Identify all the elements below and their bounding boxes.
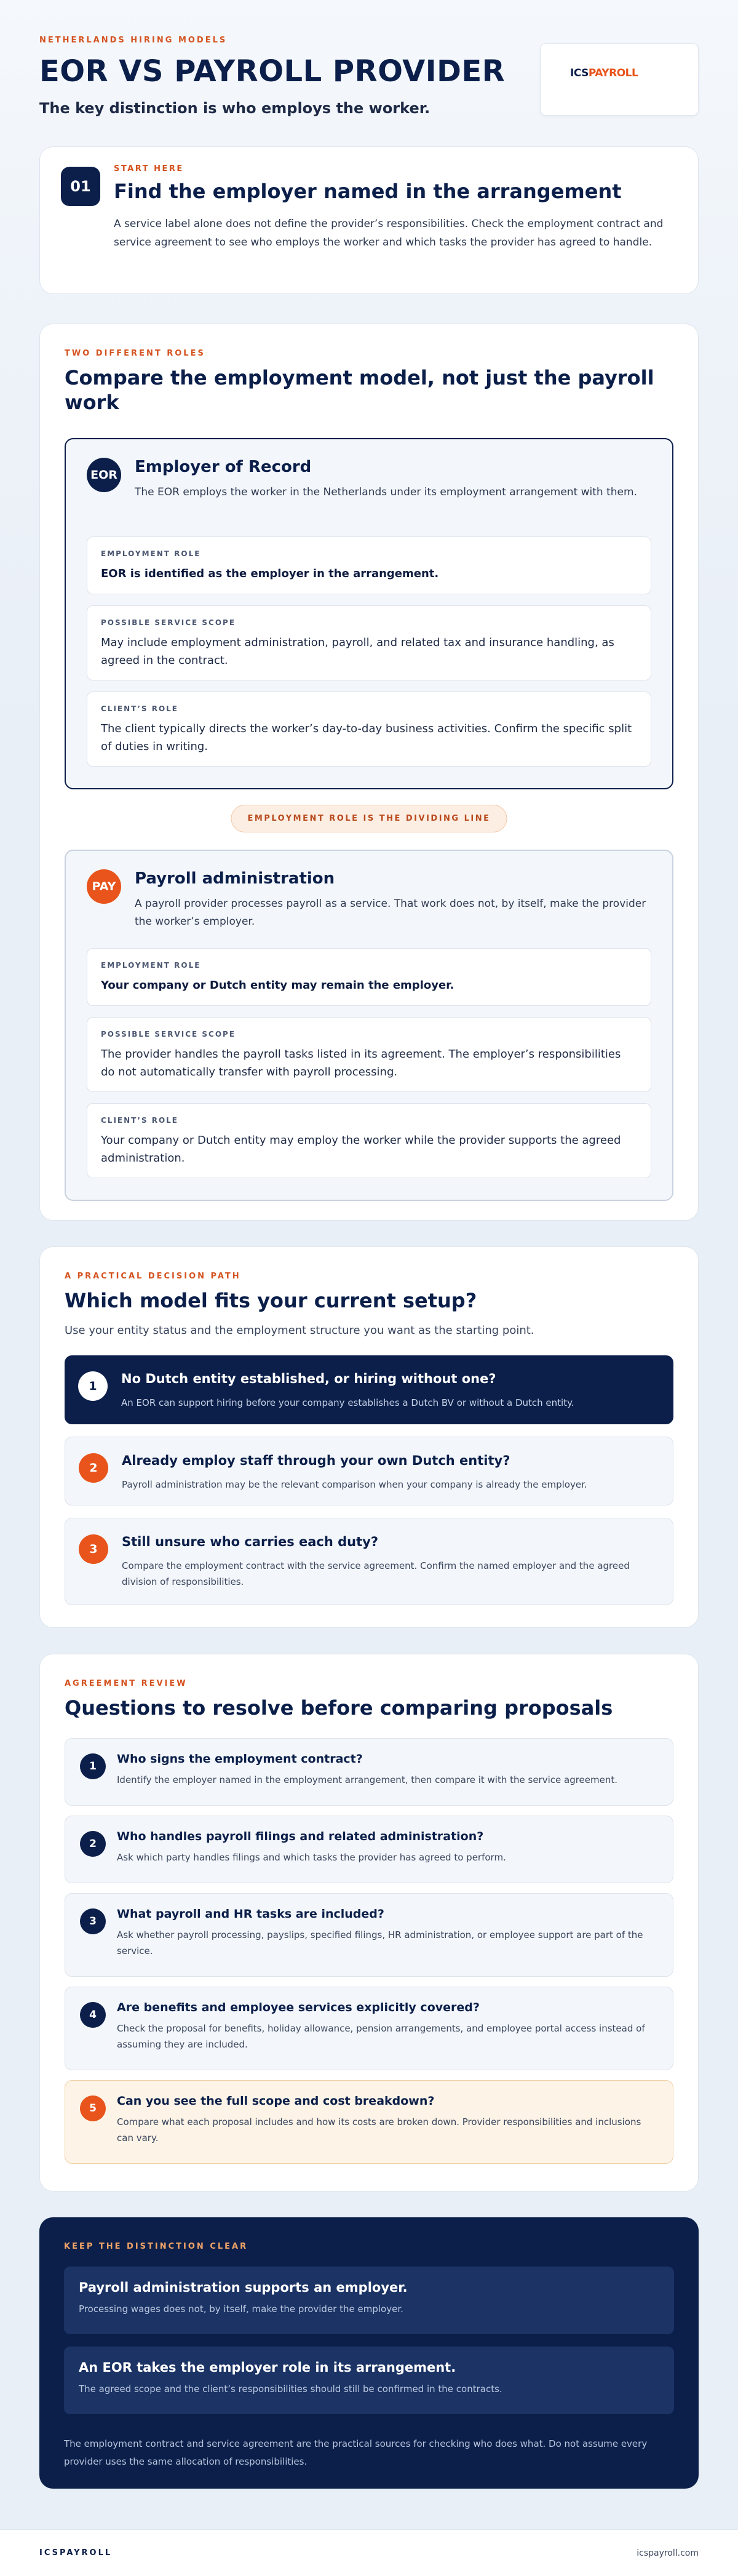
footer-brand: ICSPAYROLL bbox=[39, 2548, 113, 2558]
payroll-role-scope: POSSIBLE SERVICE SCOPE The provider handles the payroll tasks listed in its agreement. The employer’s responsibilities do not automatically transfer with payroll processing. bbox=[87, 1017, 651, 1092]
step-number-badge: 01 bbox=[61, 167, 100, 206]
payroll-role-client: CLIENT’S ROLE Your company or Dutch entity may employ the worker while the provider supports the agreed administration. bbox=[87, 1103, 651, 1178]
summary-box: Payroll administration supports an employer. Processing wages does not, by itself, make the provider the employer. bbox=[64, 2267, 674, 2334]
start-card bbox=[39, 146, 699, 294]
payroll-name: Payroll administration bbox=[135, 869, 335, 888]
hero bbox=[0, 0, 738, 146]
eor-role-employment: EMPLOYMENT ROLE EOR is identified as the employer in the arrangement. bbox=[87, 536, 651, 594]
decision-step: 2 Already employ staff through your own Dutch entity? Payroll administration may be the relevant comparison when your company is already the employer. bbox=[65, 1437, 673, 1505]
summary-section bbox=[39, 2217, 699, 2489]
payroll-model-card bbox=[65, 850, 673, 1201]
question-item-highlighted: 5 Can you see the full scope and cost breakdown? Compare what each proposal includes and how its costs are broken down. Provider responsibilities and inclusions can vary. bbox=[65, 2080, 673, 2164]
hero-eyebrow: NETHERLANDS HIRING MODELS bbox=[39, 36, 228, 45]
decision-eyebrow: A PRACTICAL DECISION PATH bbox=[65, 1272, 241, 1281]
decision-section bbox=[39, 1246, 699, 1628]
decision-title: Which model fits your current setup? bbox=[65, 1289, 477, 1312]
footer-website-link[interactable]: icspayroll.com bbox=[637, 2548, 699, 2558]
logo-box bbox=[540, 43, 699, 116]
eor-role-scope: POSSIBLE SERVICE SCOPE May include employment administration, payroll, and related tax and insurance handling, as agreed in the contract. bbox=[87, 605, 651, 680]
payroll-role-employment: EMPLOYMENT ROLE Your company or Dutch entity may remain the employer. bbox=[87, 948, 651, 1006]
page-subtitle: The key distinction is who employs the worker. bbox=[39, 100, 430, 118]
summary-note: The employment contract and service agreement are the practical sources for checking who does what. Do not assume every provider uses the same allocation of responsibilities. bbox=[64, 2438, 648, 2467]
compare-eyebrow: TWO DIFFERENT ROLES bbox=[65, 349, 205, 358]
questions-eyebrow: AGREEMENT REVIEW bbox=[65, 1679, 188, 1688]
payroll-badge: PAY bbox=[87, 869, 121, 904]
start-eyebrow: START HERE bbox=[114, 164, 184, 173]
footer bbox=[0, 2529, 738, 2576]
question-item: 2 Who handles payroll filings and related administration? Ask which party handles filings and which tasks the provider has agreed to perform. bbox=[65, 1816, 673, 1883]
page-title: EOR VS PAYROLL PROVIDER bbox=[39, 54, 506, 89]
compare-title: Compare the employment model, not just the payroll work bbox=[65, 366, 654, 414]
eor-role-client: CLIENT’S ROLE The client typically directs the worker’s day-to-day business activities. Confirm the specific split of duties in writing. bbox=[87, 692, 651, 767]
question-item: 1 Who signs the employment contract? Identify the employer named in the employment arrangement, then compare it with the service agreement. bbox=[65, 1738, 673, 1806]
start-title: Find the employer named in the arrangement bbox=[114, 180, 622, 203]
payroll-description: A payroll provider processes payroll as a service. That work does not, by itself, make the provider the worker’s employer. bbox=[135, 898, 646, 928]
decision-step: 1 No Dutch entity established, or hiring without one? An EOR can support hiring before your company establishes a Dutch BV or without a Dutch entity. bbox=[65, 1355, 673, 1424]
logo: ICSPAYROLL bbox=[570, 67, 638, 79]
question-item: 3 What payroll and HR tasks are included? Ask whether payroll processing, payslips, specified filings, HR administration, or employee support are part of the service. bbox=[65, 1893, 673, 1977]
decision-step: 3 Still unsure who carries each duty? Compare the employment contract with the service agreement. Confirm the named employer and the agreed division of responsibilities. bbox=[65, 1518, 673, 1605]
summary-box: An EOR takes the employer role in its arrangement. The agreed scope and the client’s responsibilities should still be confirmed in the contracts. bbox=[64, 2347, 674, 2414]
compare-section bbox=[39, 324, 699, 1221]
questions-section bbox=[39, 1654, 699, 2191]
eor-model-card bbox=[65, 438, 673, 789]
start-text: A service label alone does not define the provider’s responsibilities. Check the employment contract and service agreement to see who employs the worker and which tasks the provider has agreed to handle. bbox=[114, 218, 664, 249]
eor-name: Employer of Record bbox=[135, 458, 312, 476]
eor-badge: EOR bbox=[87, 458, 121, 492]
question-item: 4 Are benefits and employee services explicitly covered? Check the proposal for benefits, holiday allowance, pension arrangements, and employee portal access instead of assuming they are included. bbox=[65, 1987, 673, 2070]
dividing-line-pill: EMPLOYMENT ROLE IS THE DIVIDING LINE bbox=[231, 805, 507, 832]
summary-eyebrow: KEEP THE DISTINCTION CLEAR bbox=[64, 2242, 248, 2251]
eor-description: The EOR employs the worker in the Netherlands under its employment arrangement with them. bbox=[135, 486, 637, 498]
decision-lead: Use your entity status and the employment structure you want as the starting point. bbox=[65, 1324, 534, 1337]
questions-title: Questions to resolve before comparing proposals bbox=[65, 1696, 613, 1720]
